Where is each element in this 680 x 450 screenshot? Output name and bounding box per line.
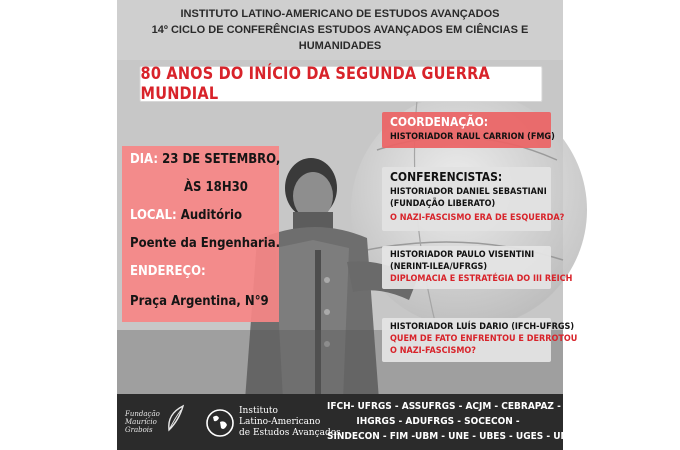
fundacao-logo	[125, 410, 191, 442]
address-value: Praça Argentina, N°9	[130, 294, 269, 309]
speakers-panel	[382, 167, 565, 231]
coordination-name: HISTORIADOR RAUL CARRION (FMG)	[390, 132, 555, 142]
ilea-logo-line-1: Instituto	[239, 406, 278, 416]
globe-icon	[205, 408, 235, 438]
ilea-logo	[205, 404, 341, 444]
ilea-logo-line-3: de Estudos Avançados	[239, 428, 341, 438]
day-value: 23 DE SETEMBRO,	[162, 152, 281, 167]
speaker-3-topic-line-1: QUEM DE FATO ENFRENTOU E DERROTOU	[390, 334, 578, 344]
partners-line-1: IFCH- UFRGS - ASSUFRGS - ACJM - CEBRAPAZ -	[327, 401, 561, 412]
ilea-logo-line-2: Latino-Americano	[239, 417, 321, 427]
time-value: ÀS 18H30	[184, 180, 248, 195]
partners-line-2: IHGRGS - ADUFRGS - SOCECON -	[356, 416, 520, 427]
speaker-2-topic: DIPLOMACIA E ESTRATÉGIA DO III REICH	[390, 274, 573, 284]
local-label: LOCAL:	[130, 208, 177, 223]
event-poster	[117, 0, 595, 450]
speaker-2-affiliation: (NERINT-ILEA/UFRGS)	[390, 262, 488, 272]
speaker-1-topic: O NAZI-FASCISMO ERA DE ESQUERDA?	[390, 213, 565, 223]
local-value-2: Poente da Engenharia.	[130, 236, 281, 251]
fundacao-logo-line-1: Fundação	[125, 410, 160, 418]
title-banner	[140, 66, 543, 102]
header-line-2: 14º CICLO DE CONFERÊNCIAS ESTUDOS AVANÇADOS EM CIÊNCIAS E	[151, 24, 529, 36]
speaker-3-panel	[382, 318, 578, 362]
address-label: ENDEREÇO:	[130, 264, 206, 279]
speaker-1-affiliation: (FUNDAÇÃO LIBERATO)	[390, 199, 496, 209]
speakers-title: CONFERENCISTAS:	[390, 170, 503, 184]
speaker-1-name: HISTORIADOR DANIEL SEBASTIANI	[390, 187, 547, 197]
fundacao-leaf-icon	[165, 404, 187, 432]
partners-line-3: SINDECON - FIM -UBM - UNE - UBES - UGES - UMESPA	[327, 431, 595, 442]
footer-bar	[117, 394, 595, 450]
coordination-panel	[382, 112, 555, 148]
header-line-1: INSTITUTO LATINO-AMERICANO DE ESTUDOS AVANÇADOS	[180, 8, 500, 20]
banner-title: 80 ANOS DO INÍCIO DA SEGUNDA GUERRA MUNDIAL	[140, 64, 490, 104]
local-value: Auditório	[180, 208, 242, 223]
header-line-3: HUMANIDADES	[298, 40, 382, 52]
coordination-title: COORDENAÇÃO:	[390, 115, 489, 129]
speaker-3-name: HISTORIADOR LUÍS DARIO (IFCH-UFRGS)	[390, 322, 575, 332]
fundacao-logo-line-3: Grabois	[125, 426, 153, 434]
date-row	[130, 152, 280, 167]
fundacao-logo-line-2: Maurício	[125, 418, 157, 426]
header-title-block	[117, 6, 563, 54]
speaker-2-panel	[382, 246, 573, 289]
speaker-3-topic-line-2: O NAZI-FASCISMO?	[390, 346, 477, 356]
local-row	[130, 208, 242, 223]
event-info-box	[122, 146, 279, 322]
speaker-2-name: HISTORIADOR PAULO VISENTINI	[390, 250, 535, 260]
day-label: DIA:	[130, 152, 159, 167]
